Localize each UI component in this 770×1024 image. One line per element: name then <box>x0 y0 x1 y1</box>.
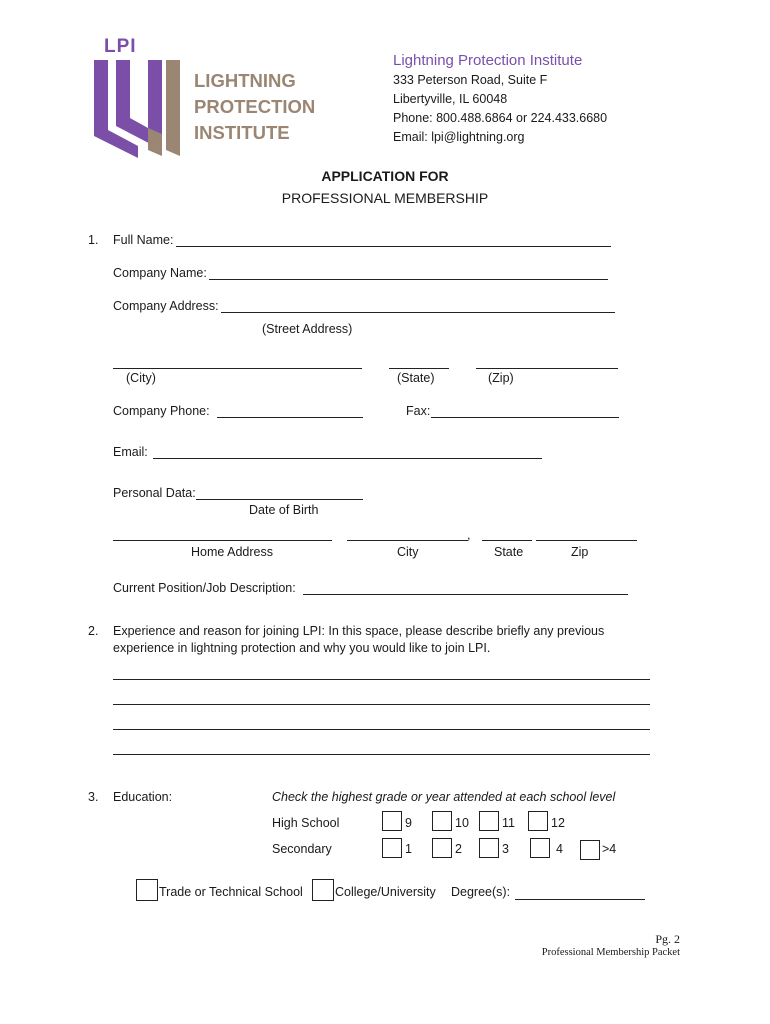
org-address-2: Libertyville, IL 60048 <box>393 92 508 106</box>
email-label: Email: <box>113 445 148 459</box>
degrees-label: Degree(s): <box>451 885 511 899</box>
secondary-checkbox-3[interactable] <box>479 838 499 858</box>
secondary-checkbox-2[interactable] <box>432 838 452 858</box>
secondary-option-more-than-4: >4 <box>602 842 617 856</box>
home-zip-field[interactable] <box>536 540 637 541</box>
education-instruction: Check the highest grade or year attended at each school level <box>272 790 616 804</box>
home-zip-caption: Zip <box>571 545 589 559</box>
home-city-caption: City <box>397 545 419 559</box>
secondary-checkbox-1[interactable] <box>382 838 402 858</box>
high-school-option-12: 12 <box>551 816 565 830</box>
home-city-field[interactable] <box>347 540 468 541</box>
org-email: Email: lpi@lightning.org <box>393 130 525 144</box>
fax-label: Fax: <box>406 404 431 418</box>
logo-abbrev: LPI <box>104 36 137 57</box>
home-address-field[interactable] <box>113 540 332 541</box>
secondary-option-2: 2 <box>455 842 462 856</box>
company-name-label: Company Name: <box>113 266 207 280</box>
date-of-birth-field[interactable] <box>196 499 363 500</box>
section-1-number: 1. <box>88 233 99 247</box>
college-checkbox[interactable] <box>312 879 334 901</box>
high-school-label: High School <box>272 816 340 830</box>
high-school-checkbox-12[interactable] <box>528 811 548 831</box>
company-phone-field[interactable] <box>217 417 363 418</box>
form-title-line-2: PROFESSIONAL MEMBERSHIP <box>281 190 489 206</box>
personal-data-label: Personal Data: <box>113 486 196 500</box>
packet-name: Professional Membership Packet <box>541 947 680 958</box>
logo-word-1: LIGHTNING <box>194 70 296 91</box>
zip-field[interactable] <box>476 368 618 369</box>
company-phone-label: Company Phone: <box>113 404 210 418</box>
secondary-option-1: 1 <box>405 842 412 856</box>
high-school-option-11: 11 <box>502 816 515 830</box>
secondary-checkbox-more-than-4[interactable] <box>580 840 600 860</box>
logo-word-2: PROTECTION <box>194 96 316 117</box>
logo-bolt-icon <box>94 58 184 158</box>
experience-field-line-1[interactable] <box>113 679 650 680</box>
trade-school-checkbox[interactable] <box>136 879 158 901</box>
secondary-checkbox-4[interactable] <box>530 838 550 858</box>
current-position-field[interactable] <box>303 594 628 595</box>
high-school-checkbox-9[interactable] <box>382 811 402 831</box>
address-comma: , <box>467 528 471 542</box>
zip-caption: (Zip) <box>488 371 514 385</box>
city-caption: (City) <box>126 371 156 385</box>
company-name-field[interactable] <box>209 279 608 280</box>
experience-field-line-4[interactable] <box>113 754 650 755</box>
current-position-label: Current Position/Job Description: <box>113 581 296 595</box>
home-state-caption: State <box>494 545 524 559</box>
company-address-label: Company Address: <box>113 299 219 313</box>
page-number: Pg. 2 <box>655 932 680 946</box>
secondary-option-3: 3 <box>502 842 509 856</box>
experience-prompt-line-2: experience in lightning protection and why you would like to join LPI. <box>113 641 491 655</box>
section-3-number: 3. <box>88 790 99 804</box>
section-2-number: 2. <box>88 624 99 638</box>
full-name-field[interactable] <box>176 246 611 247</box>
trade-school-label: Trade or Technical School <box>159 885 303 899</box>
city-field[interactable] <box>113 368 362 369</box>
high-school-option-9: 9 <box>405 816 412 830</box>
high-school-checkbox-11[interactable] <box>479 811 499 831</box>
full-name-label: Full Name: <box>113 233 174 247</box>
home-state-field[interactable] <box>482 540 532 541</box>
logo-wordmark <box>194 68 315 146</box>
org-address-1: 333 Peterson Road, Suite F <box>393 73 548 87</box>
experience-field-line-2[interactable] <box>113 704 650 705</box>
secondary-label: Secondary <box>272 842 332 856</box>
high-school-option-10: 10 <box>455 816 469 830</box>
org-phone: Phone: 800.488.6864 or 224.433.6680 <box>393 111 608 125</box>
education-label: Education: <box>113 790 173 804</box>
street-address-caption: (Street Address) <box>262 322 353 336</box>
date-of-birth-caption: Date of Birth <box>249 503 319 517</box>
state-field[interactable] <box>389 368 449 369</box>
secondary-option-4: 4 <box>556 842 563 856</box>
fax-field[interactable] <box>431 417 619 418</box>
org-name: Lightning Protection Institute <box>393 52 583 69</box>
logo-word-3: INSTITUTE <box>194 122 290 143</box>
home-address-caption: Home Address <box>191 545 273 559</box>
state-caption: (State) <box>397 371 435 385</box>
college-label: College/University <box>335 885 436 899</box>
high-school-checkbox-10[interactable] <box>432 811 452 831</box>
email-field[interactable] <box>153 458 542 459</box>
degrees-field[interactable] <box>515 899 645 900</box>
company-address-field[interactable] <box>221 312 615 313</box>
experience-field-line-3[interactable] <box>113 729 650 730</box>
experience-prompt-line-1: Experience and reason for joining LPI: In this space, please describe briefly any previous <box>113 624 605 638</box>
form-title-line-1: APPLICATION FOR <box>321 168 449 184</box>
